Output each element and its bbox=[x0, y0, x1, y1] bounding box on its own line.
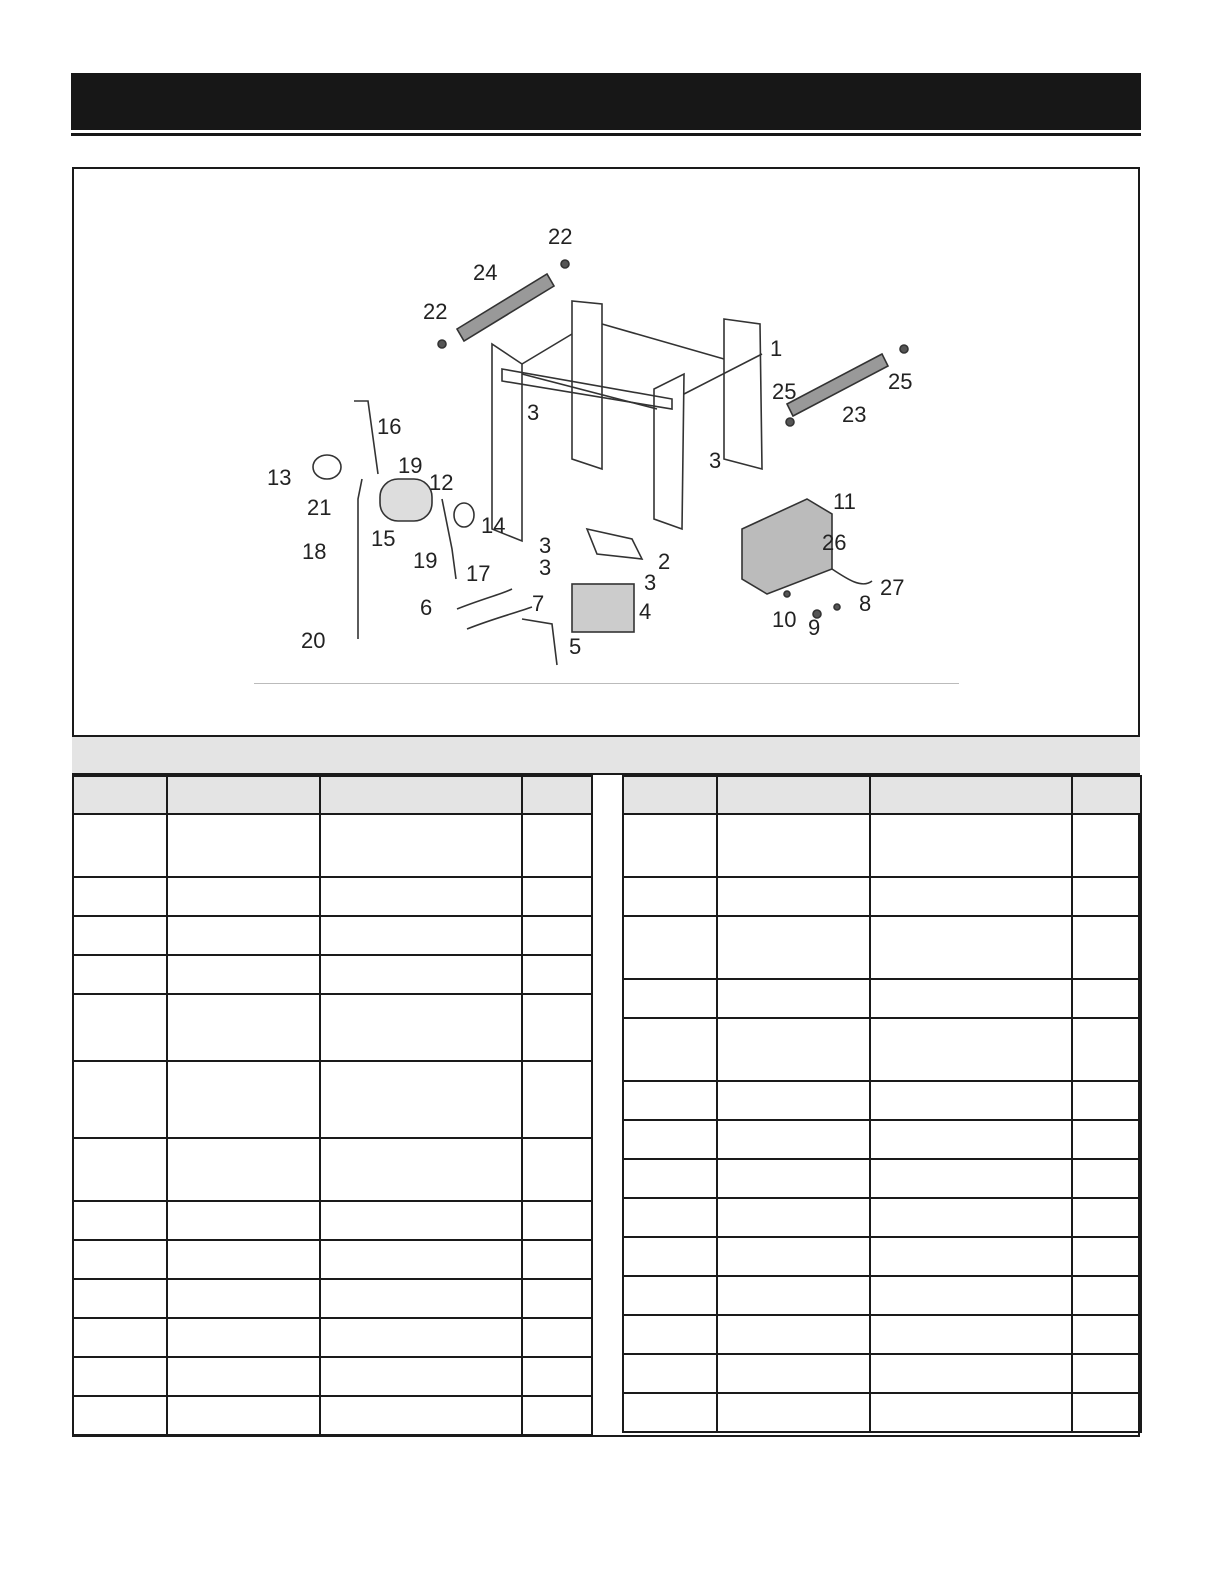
callout-3e: 3 bbox=[644, 570, 657, 595]
table-cell bbox=[1072, 1120, 1141, 1159]
table-cell bbox=[623, 1237, 717, 1276]
table-cell bbox=[717, 979, 870, 1018]
table-cell bbox=[522, 1061, 592, 1138]
callout-18: 18 bbox=[302, 539, 327, 564]
callout-10: 10 bbox=[772, 607, 797, 632]
table-cell bbox=[522, 1201, 592, 1240]
page-header-bar bbox=[71, 73, 1141, 130]
table-row bbox=[73, 814, 592, 877]
table-cell bbox=[870, 1081, 1072, 1120]
bolt-25b bbox=[900, 345, 908, 353]
table-cell bbox=[717, 814, 870, 877]
table-cell bbox=[870, 1120, 1072, 1159]
table-row bbox=[73, 994, 592, 1061]
table-cell bbox=[320, 1201, 522, 1240]
callout-9: 9 bbox=[808, 615, 821, 640]
page-header-rule bbox=[71, 133, 1141, 136]
column-header bbox=[522, 776, 592, 814]
table-cell bbox=[73, 916, 167, 955]
table-cell bbox=[1072, 1198, 1141, 1237]
parts-table-left bbox=[72, 775, 593, 1436]
table-cell bbox=[1072, 916, 1141, 979]
callout-12: 12 bbox=[429, 470, 454, 495]
table-row bbox=[73, 1061, 592, 1138]
frame-crossbars bbox=[522, 324, 762, 409]
table-cell bbox=[167, 1357, 320, 1396]
table-cell bbox=[320, 994, 522, 1061]
table-row bbox=[623, 814, 1141, 877]
table-row bbox=[623, 1081, 1141, 1120]
diagram-baseline-rule bbox=[254, 683, 959, 684]
callout-3d: 3 bbox=[539, 555, 552, 580]
table-cell bbox=[320, 1061, 522, 1138]
parts-list-header-band bbox=[72, 735, 1140, 775]
table-row bbox=[73, 1357, 592, 1396]
table-cell bbox=[717, 1159, 870, 1198]
table-cell bbox=[870, 1393, 1072, 1432]
table-cell bbox=[870, 1315, 1072, 1354]
table-cell bbox=[73, 994, 167, 1061]
strap-5 bbox=[522, 619, 557, 665]
table-row bbox=[73, 1201, 592, 1240]
callout-8: 8 bbox=[859, 591, 872, 616]
table-cell bbox=[73, 955, 167, 994]
callout-2: 2 bbox=[658, 549, 671, 574]
column-header bbox=[717, 776, 870, 814]
table-row bbox=[623, 1120, 1141, 1159]
tube-23 bbox=[787, 354, 888, 416]
tube-24 bbox=[457, 274, 554, 341]
table-cell bbox=[1072, 1276, 1141, 1315]
clamp-14 bbox=[454, 503, 474, 527]
table-cell bbox=[73, 814, 167, 877]
table-cell bbox=[320, 955, 522, 994]
table-cell bbox=[320, 1138, 522, 1201]
table-cell bbox=[623, 916, 717, 979]
callout-7: 7 bbox=[532, 591, 545, 616]
callout-6: 6 bbox=[420, 595, 433, 620]
frame-right-upright bbox=[724, 319, 762, 469]
table-cell bbox=[623, 1393, 717, 1432]
callout-26: 26 bbox=[822, 530, 847, 555]
filter-15 bbox=[380, 479, 432, 521]
exploded-parts-diagram bbox=[72, 169, 1140, 735]
table-cell bbox=[522, 1396, 592, 1435]
column-header bbox=[623, 776, 717, 814]
callout-13: 13 bbox=[267, 465, 292, 490]
table-cell bbox=[1072, 1081, 1141, 1120]
clamp-13 bbox=[313, 455, 341, 479]
table-cell bbox=[73, 877, 167, 916]
table-cell bbox=[623, 1018, 717, 1081]
bolt-8 bbox=[834, 604, 840, 610]
table-cell bbox=[320, 1396, 522, 1435]
table-cell bbox=[717, 1315, 870, 1354]
table-cell bbox=[167, 1201, 320, 1240]
table-cell bbox=[1072, 1354, 1141, 1393]
tube-16 bbox=[354, 401, 378, 474]
callout-19a: 19 bbox=[398, 453, 423, 478]
table-row bbox=[73, 1279, 592, 1318]
table-cell bbox=[522, 955, 592, 994]
table-cell bbox=[73, 1061, 167, 1138]
table-cell bbox=[717, 1198, 870, 1237]
table-cell bbox=[717, 1120, 870, 1159]
table-cell bbox=[320, 916, 522, 955]
hose-18 bbox=[358, 479, 362, 639]
table-cell bbox=[522, 1240, 592, 1279]
table-cell bbox=[73, 1396, 167, 1435]
table-row bbox=[623, 1198, 1141, 1237]
table-row bbox=[623, 1315, 1141, 1354]
table-cell bbox=[167, 916, 320, 955]
table-cell bbox=[522, 1279, 592, 1318]
table-cell bbox=[623, 1354, 717, 1393]
table-cell bbox=[167, 1061, 320, 1138]
callout-22b: 22 bbox=[423, 299, 448, 324]
table-cell bbox=[1072, 1237, 1141, 1276]
table-cell bbox=[717, 1393, 870, 1432]
table-cell bbox=[522, 1138, 592, 1201]
callout-25a: 25 bbox=[772, 379, 797, 404]
table-cell bbox=[1072, 1393, 1141, 1432]
table-cell bbox=[870, 916, 1072, 979]
table-cell bbox=[623, 1081, 717, 1120]
callout-25b: 25 bbox=[888, 369, 913, 394]
table-cell bbox=[1072, 1315, 1141, 1354]
table-cell bbox=[623, 1276, 717, 1315]
table-cell bbox=[320, 877, 522, 916]
callout-24: 24 bbox=[473, 260, 498, 285]
callout-3b: 3 bbox=[709, 448, 722, 473]
callout-19b: 19 bbox=[413, 548, 438, 573]
table-cell bbox=[73, 1201, 167, 1240]
table-cell bbox=[1072, 1159, 1141, 1198]
table-row bbox=[73, 1396, 592, 1435]
diagram-svg bbox=[72, 169, 1140, 735]
table-cell bbox=[167, 1240, 320, 1279]
table-cell bbox=[717, 1018, 870, 1081]
table-cell bbox=[320, 1240, 522, 1279]
table-cell bbox=[167, 1279, 320, 1318]
column-header bbox=[167, 776, 320, 814]
frame-rear-upright bbox=[572, 301, 602, 469]
callout-3a: 3 bbox=[527, 400, 540, 425]
table-cell bbox=[1072, 877, 1141, 916]
callout-23: 23 bbox=[842, 402, 867, 427]
table-row bbox=[623, 1354, 1141, 1393]
callout-11: 11 bbox=[833, 489, 856, 514]
frame-left-upright bbox=[492, 344, 522, 541]
table-cell bbox=[320, 1279, 522, 1318]
table-row bbox=[73, 916, 592, 955]
parts-table-right bbox=[622, 775, 1142, 1433]
callout-3c: 3 bbox=[539, 533, 552, 558]
battery-4 bbox=[572, 584, 634, 632]
table-cell bbox=[1072, 979, 1141, 1018]
table-row bbox=[623, 1237, 1141, 1276]
table-header-row bbox=[73, 776, 592, 814]
table-cell bbox=[717, 877, 870, 916]
bolt-25a bbox=[786, 418, 794, 426]
table-cell bbox=[522, 814, 592, 877]
table-cell bbox=[623, 979, 717, 1018]
table-cell bbox=[870, 877, 1072, 916]
callout-14: 14 bbox=[481, 513, 506, 538]
table-cell bbox=[522, 877, 592, 916]
callout-22a: 22 bbox=[548, 224, 573, 249]
table-cell bbox=[870, 1276, 1072, 1315]
callout-1: 1 bbox=[770, 336, 783, 361]
bolt-22a bbox=[438, 340, 446, 348]
callout-4: 4 bbox=[639, 599, 652, 624]
table-cell bbox=[73, 1318, 167, 1357]
bolt-22b bbox=[561, 260, 569, 268]
table-row bbox=[623, 877, 1141, 916]
table-row bbox=[623, 1276, 1141, 1315]
table-cell bbox=[167, 994, 320, 1061]
table-cell bbox=[522, 994, 592, 1061]
table-cell bbox=[167, 1138, 320, 1201]
table-row bbox=[73, 877, 592, 916]
table-cell bbox=[870, 979, 1072, 1018]
table-cell bbox=[870, 1159, 1072, 1198]
table-cell bbox=[320, 1318, 522, 1357]
callout-15: 15 bbox=[371, 526, 396, 551]
table-cell bbox=[623, 1198, 717, 1237]
table-cell bbox=[870, 1354, 1072, 1393]
callout-20: 20 bbox=[301, 628, 326, 653]
table-cell bbox=[623, 814, 717, 877]
radiator-11 bbox=[742, 499, 832, 594]
table-row bbox=[73, 1318, 592, 1357]
column-header bbox=[320, 776, 522, 814]
table-cell bbox=[73, 1138, 167, 1201]
table-header-row bbox=[623, 776, 1141, 814]
table-cell bbox=[1072, 1018, 1141, 1081]
table-cell bbox=[73, 1279, 167, 1318]
table-cell bbox=[522, 1357, 592, 1396]
table-cell bbox=[320, 1357, 522, 1396]
table-cell bbox=[717, 1354, 870, 1393]
column-header bbox=[73, 776, 167, 814]
table-cell bbox=[870, 1018, 1072, 1081]
table-cell bbox=[73, 1357, 167, 1396]
table-cell bbox=[870, 1198, 1072, 1237]
table-row bbox=[623, 1018, 1141, 1081]
table-cell bbox=[522, 1318, 592, 1357]
table-row bbox=[73, 1240, 592, 1279]
cables-6-7 bbox=[457, 589, 532, 629]
table-cell bbox=[870, 1237, 1072, 1276]
callout-5: 5 bbox=[569, 634, 582, 659]
table-cell bbox=[870, 814, 1072, 877]
table-row bbox=[623, 1393, 1141, 1432]
table-cell bbox=[167, 1396, 320, 1435]
table-cell bbox=[623, 1120, 717, 1159]
table-cell bbox=[623, 1315, 717, 1354]
callout-21: 21 bbox=[307, 495, 332, 520]
callout-17: 17 bbox=[466, 561, 491, 586]
table-row bbox=[623, 916, 1141, 979]
table-cell bbox=[717, 1237, 870, 1276]
table-cell bbox=[717, 1081, 870, 1120]
table-cell bbox=[167, 1318, 320, 1357]
sleeve-10 bbox=[784, 591, 790, 597]
column-header bbox=[870, 776, 1072, 814]
table-cell bbox=[167, 955, 320, 994]
table-cell bbox=[522, 916, 592, 955]
bracket-2 bbox=[587, 529, 642, 559]
wire-27 bbox=[832, 569, 872, 584]
table-row bbox=[73, 1138, 592, 1201]
table-cell bbox=[73, 1240, 167, 1279]
table-cell bbox=[623, 1159, 717, 1198]
table-row bbox=[623, 1159, 1141, 1198]
table-cell bbox=[167, 814, 320, 877]
table-cell bbox=[320, 814, 522, 877]
callout-16: 16 bbox=[377, 414, 402, 439]
table-cell bbox=[717, 916, 870, 979]
callout-27: 27 bbox=[880, 575, 905, 600]
table-row bbox=[73, 955, 592, 994]
table-cell bbox=[1072, 814, 1141, 877]
table-row bbox=[623, 979, 1141, 1018]
table-cell bbox=[167, 877, 320, 916]
table-cell bbox=[623, 877, 717, 916]
column-header bbox=[1072, 776, 1141, 814]
table-cell bbox=[717, 1276, 870, 1315]
